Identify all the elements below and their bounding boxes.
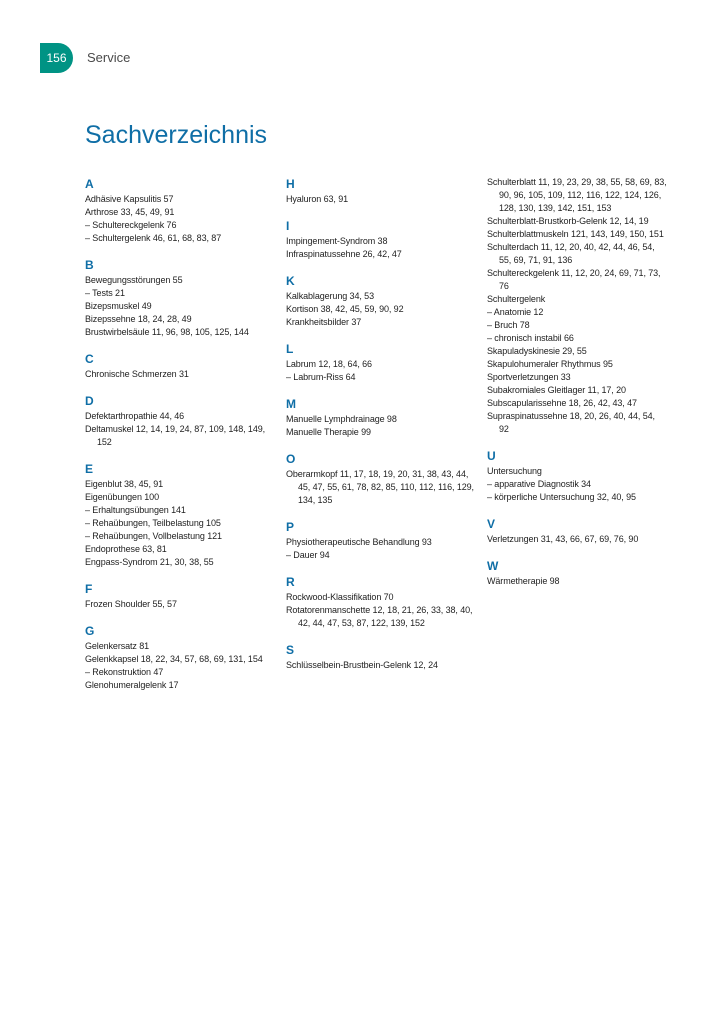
index-letter-heading: V: [487, 517, 496, 531]
index-entry: Verletzungen 31, 43, 66, 67, 69, 76, 90: [487, 534, 639, 544]
index-letter-heading: M: [286, 397, 296, 411]
index-group: [286, 176, 476, 206]
index-entry: Rockwood-Klassifikation 70: [286, 592, 394, 602]
index-letter-heading: H: [286, 177, 295, 191]
index-entry: Rotatorenmanschette 12, 18, 21, 26, 33, 38, 40, 42, 44, 47, 53, 87, 122, 139, 152: [286, 605, 473, 628]
index-entry: Wärmetherapie 98: [487, 576, 560, 586]
index-group: [85, 461, 275, 569]
index-entry: Eigenblut 38, 45, 91: [85, 479, 164, 489]
index-letter-heading: G: [85, 624, 95, 638]
index-entry: – Labrum-Riss 64: [286, 372, 356, 382]
index-group: [286, 519, 476, 562]
index-entry: Kortison 38, 42, 45, 59, 90, 92: [286, 304, 404, 314]
index-entry: Brustwirbelsäule 11, 96, 98, 105, 125, 144: [85, 327, 249, 337]
index-entry: – Rehaübungen, Vollbelastung 121: [85, 531, 222, 541]
index-entry: Defektarthropathie 44, 46: [85, 411, 185, 421]
index-entry: Bizepsmuskel 49: [85, 301, 152, 311]
index-entry: Krankheitsbilder 37: [286, 317, 362, 327]
index-entry: Schulterblatt 11, 19, 23, 29, 38, 55, 58, 69, 83, 90, 96, 105, 109, 112, 116, 122, 124, 126, 128, 130, 139, 142, 151, 153: [487, 177, 667, 213]
index-letter-heading: R: [286, 575, 295, 589]
index-group: [85, 393, 275, 449]
index-entry: Schulterblatt-Brustkorb-Gelenk 12, 14, 19: [487, 216, 649, 226]
index-entry: Chronische Schmerzen 31: [85, 369, 189, 379]
index-entry: Eigenübungen 100: [85, 492, 159, 502]
index-entry: Manuelle Therapie 99: [286, 427, 371, 437]
index-letter-heading: U: [487, 449, 496, 463]
index-group: [286, 341, 476, 384]
index-entry: Schulterdach 11, 12, 20, 40, 42, 44, 46, 54, 55, 69, 71, 91, 136: [487, 242, 655, 265]
index-letter-heading: F: [85, 582, 93, 596]
index-entry: Hyaluron 63, 91: [286, 194, 349, 204]
index-group: [487, 558, 667, 588]
index-entry: Frozen Shoulder 55, 57: [85, 599, 177, 609]
index-entry: – Anatomie 12: [487, 307, 544, 317]
page-number-badge: 156: [40, 43, 73, 73]
index-entry: Bewegungsstörungen 55: [85, 275, 183, 285]
index-entry: Bizepssehne 18, 24, 28, 49: [85, 314, 192, 324]
index-entry: Kalkablagerung 34, 53: [286, 291, 374, 301]
index-entry: Adhäsive Kapsulitis 57: [85, 194, 174, 204]
index-group: [286, 396, 476, 439]
running-header-section: Service: [87, 50, 131, 65]
index-entry: Oberarmkopf 11, 17, 18, 19, 20, 31, 38, 43, 44, 45, 47, 55, 61, 78, 82, 85, 110, 112, 116, 129, 134, 135: [286, 469, 474, 505]
index-entry: Impingement-Syndrom 38: [286, 236, 388, 246]
index-letter-heading: A: [85, 177, 94, 191]
index-letter-heading: K: [286, 274, 295, 288]
index-entry: – Dauer 94: [286, 550, 330, 560]
index-group: [85, 257, 275, 339]
index-column-1: [85, 176, 275, 704]
index-entry: Labrum 12, 18, 64, 66: [286, 359, 372, 369]
index-group: [487, 516, 667, 546]
index-group: [85, 176, 275, 245]
index-entry: Schulterblattmuskeln 121, 143, 149, 150, 151: [487, 229, 664, 239]
page-title: Sachverzeichnis: [85, 121, 268, 149]
index-letter-heading: E: [85, 462, 94, 476]
index-group: [286, 451, 476, 507]
index-group: [487, 448, 667, 504]
index-entry: Gelenkkapsel 18, 22, 34, 57, 68, 69, 131, 154: [85, 654, 263, 664]
index-letter-heading: L: [286, 342, 294, 356]
index-entry: – Tests 21: [85, 288, 125, 298]
index-group: [487, 176, 667, 436]
index-entry: – Bruch 78: [487, 320, 530, 330]
index-letter-heading: S: [286, 643, 295, 657]
index-entry: – Erhaltungsübungen 141: [85, 505, 186, 515]
index-entry: Supraspinatussehne 18, 20, 26, 40, 44, 54, 92: [487, 411, 655, 434]
index-letter-heading: D: [85, 394, 94, 408]
index-entry: Glenohumeralgelenk 17: [85, 680, 179, 690]
index-entry: Skapulohumeraler Rhythmus 95: [487, 359, 613, 369]
index-entry: – Schultergelenk 46, 61, 68, 83, 87: [85, 233, 222, 243]
index-letter-heading: O: [286, 452, 296, 466]
index-entry: Physiotherapeutische Behandlung 93: [286, 537, 432, 547]
index-group: [286, 273, 476, 329]
index-column-3: [487, 176, 667, 600]
index-letter-heading: B: [85, 258, 94, 272]
index-entry: Schultereckgelenk 11, 12, 20, 24, 69, 71, 73, 76: [487, 268, 661, 291]
index-entry: Subakromiales Gleitlager 11, 17, 20: [487, 385, 626, 395]
index-entry: Sportverletzungen 33: [487, 372, 571, 382]
index-letter-heading: P: [286, 520, 295, 534]
index-entry: – Rekonstruktion 47: [85, 667, 164, 677]
index-entry: – chronisch instabil 66: [487, 333, 574, 343]
index-group: [286, 218, 476, 261]
index-entry: Skapuladyskinesie 29, 55: [487, 346, 587, 356]
index-letter-heading: W: [487, 559, 499, 573]
index-group: [85, 623, 275, 692]
index-entry: – Rehaübungen, Teilbelastung 105: [85, 518, 221, 528]
index-entry: Untersuchung: [487, 466, 542, 476]
index-entry: Engpass-Syndrom 21, 30, 38, 55: [85, 557, 214, 567]
index-letter-heading: I: [286, 219, 290, 233]
index-entry: Endoprothese 63, 81: [85, 544, 167, 554]
index-entry: Manuelle Lymphdrainage 98: [286, 414, 397, 424]
index-entry: – apparative Diagnostik 34: [487, 479, 591, 489]
index-column-2: [286, 176, 476, 684]
index-entry: Gelenkersatz 81: [85, 641, 150, 651]
index-entry: Arthrose 33, 45, 49, 91: [85, 207, 175, 217]
index-entry: Schlüsselbein-Brustbein-Gelenk 12, 24: [286, 660, 438, 670]
index-entry: Subscapularissehne 18, 26, 42, 43, 47: [487, 398, 637, 408]
index-group: [286, 642, 476, 672]
index-entry: Infraspinatussehne 26, 42, 47: [286, 249, 402, 259]
index-entry: – körperliche Untersuchung 32, 40, 95: [487, 492, 636, 502]
index-letter-heading: C: [85, 352, 94, 366]
index-entry: Schultergelenk: [487, 294, 546, 304]
index-group: [286, 574, 476, 630]
index-entry: – Schultereckgelenk 76: [85, 220, 177, 230]
index-group: [85, 351, 275, 381]
index-entry: Deltamuskel 12, 14, 19, 24, 87, 109, 148, 149, 152: [85, 424, 266, 447]
index-group: [85, 581, 275, 611]
